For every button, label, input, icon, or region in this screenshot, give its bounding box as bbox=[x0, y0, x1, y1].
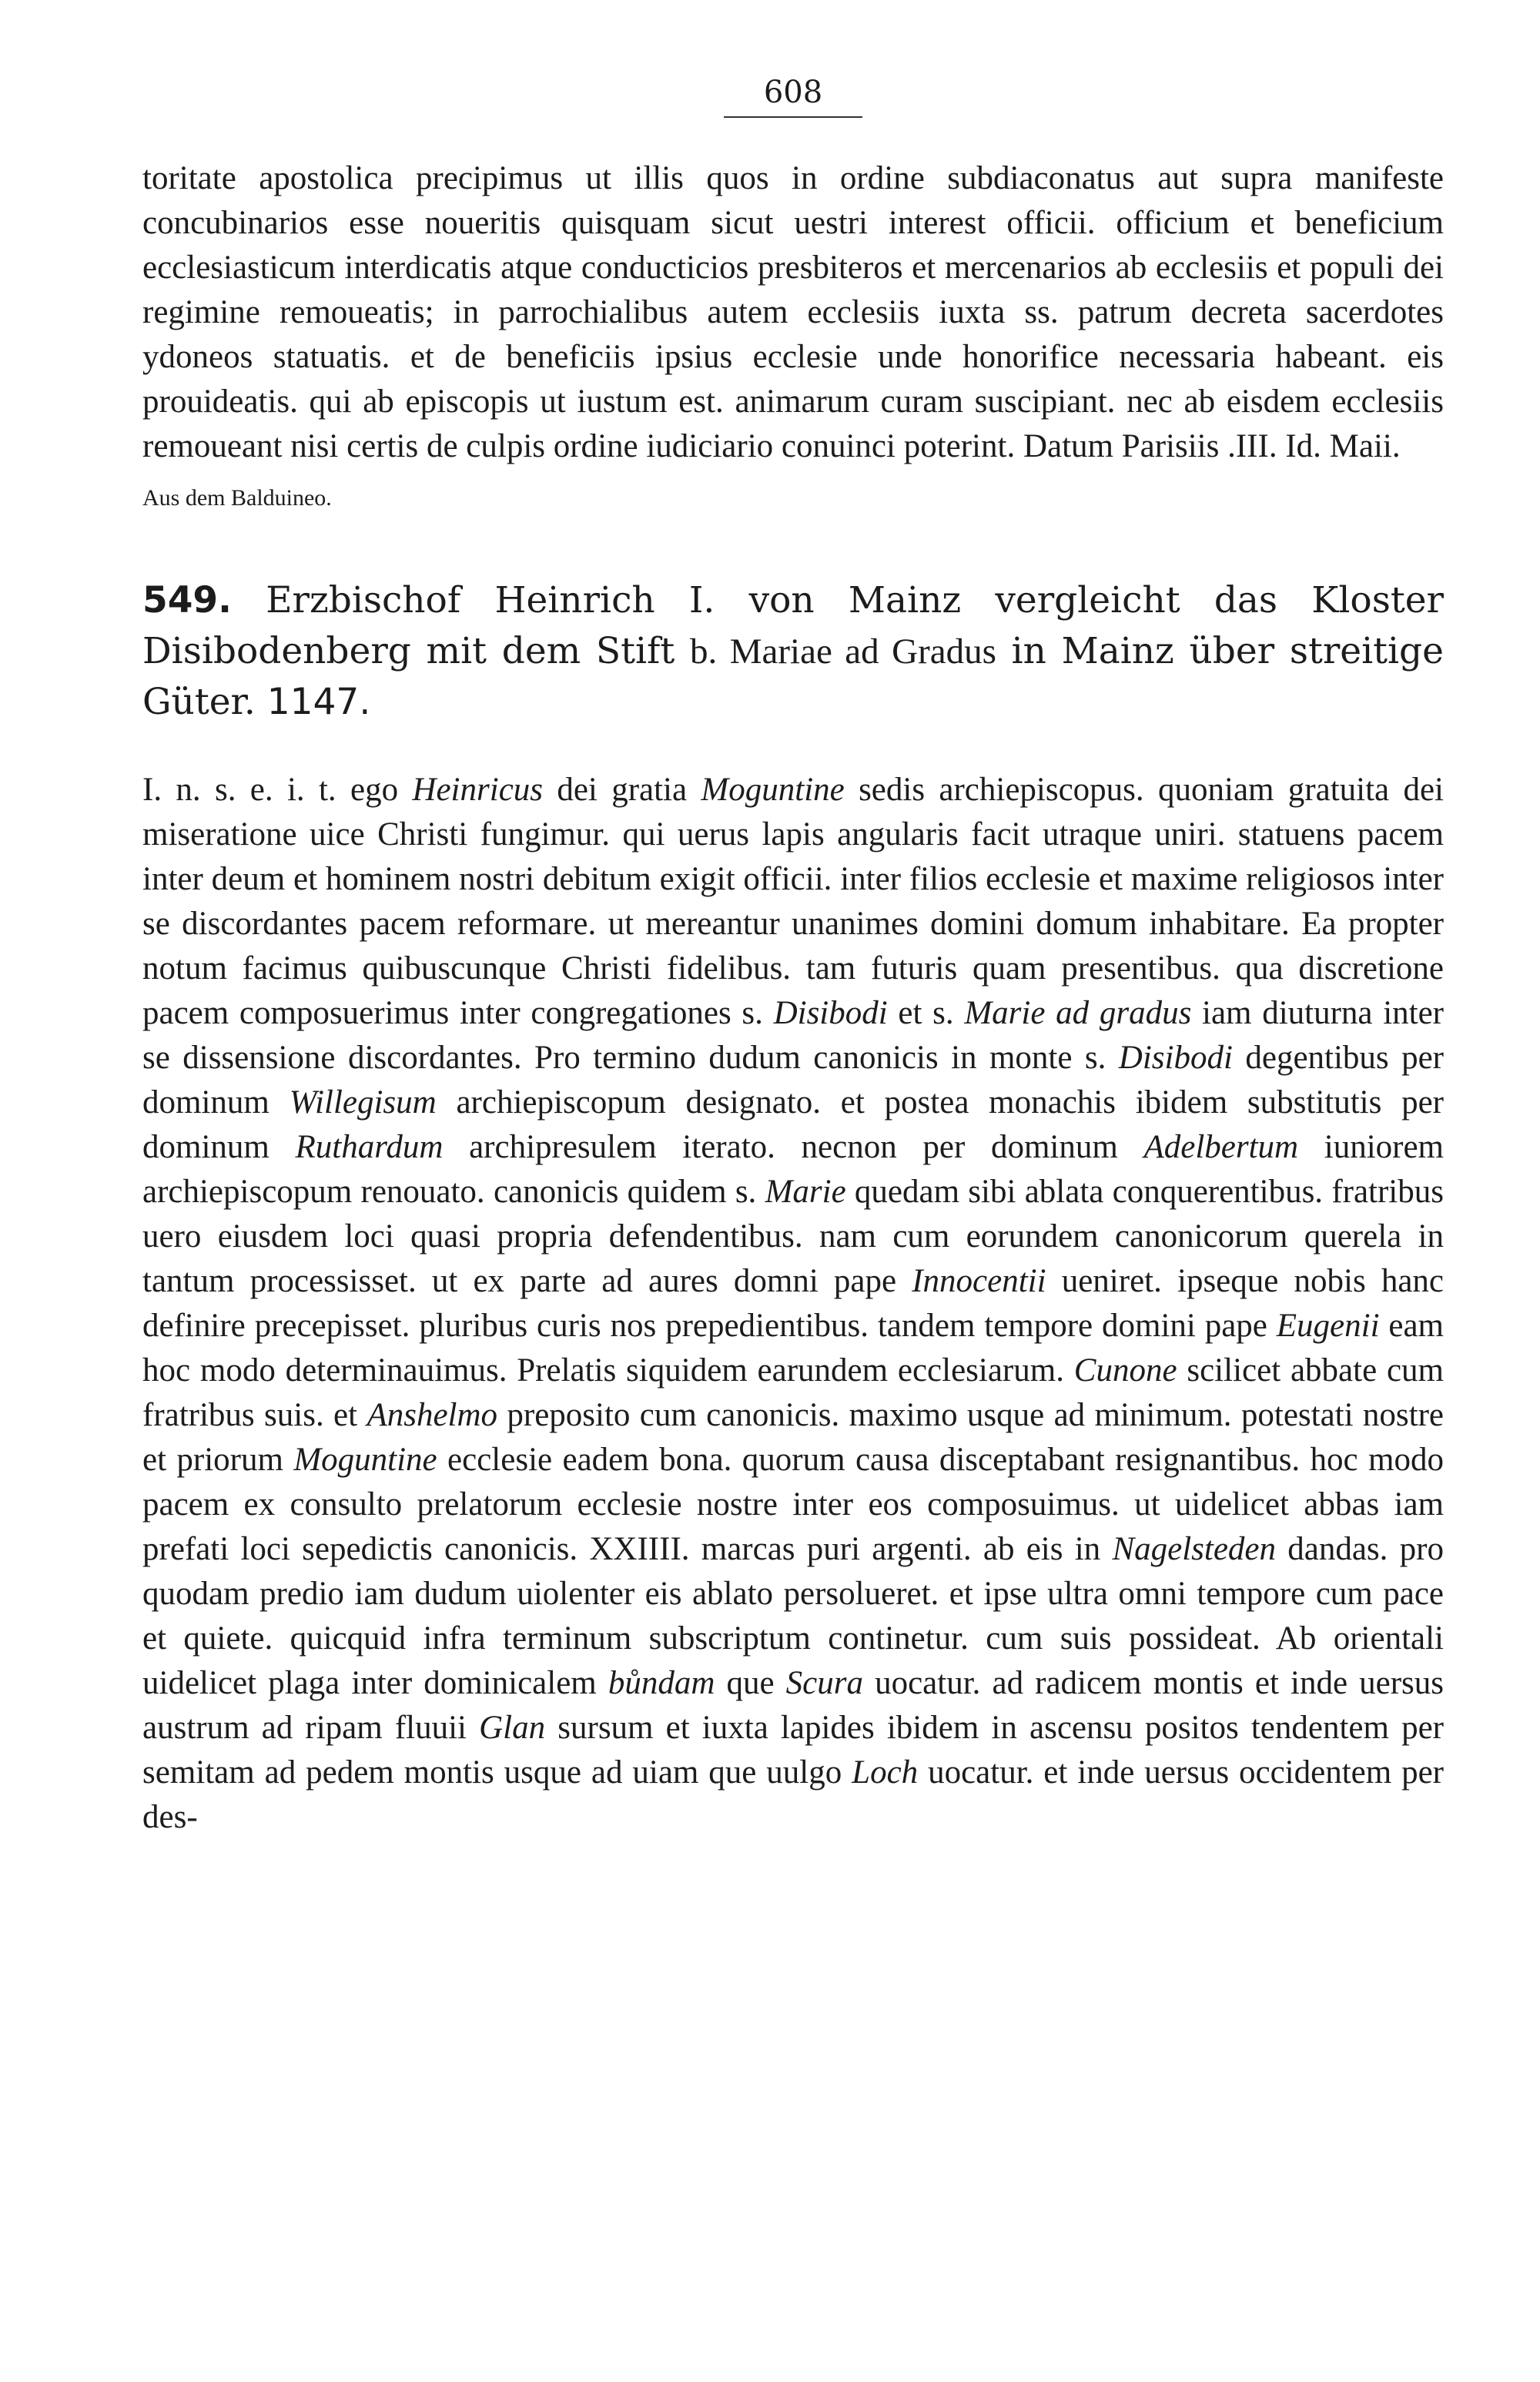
text-segment: uocatur. ad radicem montis et inde uersus austrum ad ripam fluuii bbox=[142, 1665, 1444, 1746]
text-segment: ecclesie eadem bona. quorum causa disceptabant resignantibus. hoc modo pacem ex consulto prelatorum ecclesie nostre inter eos composuimus. ut uidelicet abbas iam prefati loci sepedictis canonicis. XXIIII. marcas puri argenti. ab eis in bbox=[142, 1442, 1444, 1567]
text-segment-italic: Moguntine bbox=[701, 772, 845, 808]
document-title-part2: in Mainz über streitige Güter. bbox=[142, 630, 1444, 723]
text-segment-italic: Glan bbox=[479, 1710, 546, 1746]
text-segment: iuniorem archiepiscopum renouato. canonicis quidem s. bbox=[142, 1129, 1445, 1210]
page-number: 608 bbox=[724, 73, 862, 118]
text-segment-italic: Cunone bbox=[1073, 1352, 1177, 1389]
text-segment: eam hoc modo determinauimus. Prelatis siquidem earundem ecclesiarum. bbox=[142, 1308, 1444, 1389]
document-page bbox=[142, 73, 1444, 1840]
text-segment: sedis archiepiscopus. quoniam gratuita dei miseratione uice Christi fungimur. qui uerus lapis angularis facit utraque uniri. statuens pacem inter deum et hominem nostri debitum exigit officii. inter filios ecclesie et maxime religiosos inter se discordantes pacem reformare. ut mereantur unanimes domini domum inhabitare. Ea propter notum facimus quibuscunque Christi fidelibus. tam futuris quam presentibus. qua discretione pacem composuerimus inter congregationes s. bbox=[142, 772, 1444, 1031]
text-segment-italic: bůndam bbox=[608, 1665, 715, 1701]
text-segment-italic: Nagelsteden bbox=[1112, 1531, 1277, 1567]
document-number: 549. bbox=[142, 579, 232, 621]
source-note bbox=[142, 483, 1444, 514]
text-segment: archipresulem iterato. necnon per dominum bbox=[443, 1129, 1144, 1165]
text-segment: iam diuturna inter se dissensione discordantes. Pro termino dudum canonicis in monte s. bbox=[142, 995, 1444, 1076]
text-segment: preposito cum canonicis. maximo usque ad minimum. potestati nostre et priorum bbox=[142, 1397, 1444, 1478]
text-segment-italic: Disibodi bbox=[1118, 1040, 1233, 1076]
paragraph-previous-document: toritate apostolica precipimus ut illis quos in ordine subdiaconatus aut supra manifeste concubinarios esse noueritis quisquam sicut uestri interest officii. officium et beneficium ecclesiasticum interdicatis atque conducticios presbiteros et mercenarios ab ecclesiis et populi dei regimine remoueatis; in parrochialibus autem ecclesiis iuxta ss. patrum decreta sacerdotes ydoneos statuatis. et de beneficiis ipsius ecclesie unde honorifice necessaria habeant. eis prouideatis. qui ab episcopis ut iustum est. animarum curam suscipiant. nec ab eisdem ecclesiis remoueant nisi certis de culpis ordine iudiciario conuinci poterint. Datum Parisiis .III. Id. Maii. bbox=[142, 160, 1444, 464]
text-segment-italic: Eugenii bbox=[1276, 1308, 1380, 1344]
text-segment: I. n. s. e. i. t. ego bbox=[142, 772, 413, 808]
text-segment: degentibus per dominum bbox=[142, 1040, 1444, 1121]
text-segment: dandas. pro quodam predio iam dudum uiolenter eis ablato persolueret. et ipse ultra omni tempore cum pace et quiete. quicquid infra terminum subscriptum continetur. cum suis possideat. Ab orientali uidelicet plaga inter dominicalem bbox=[142, 1531, 1444, 1701]
text-segment-italic: Adelbertum bbox=[1143, 1129, 1299, 1165]
document-title-latin: b. Mariae ad Gradus bbox=[689, 632, 996, 672]
text-segment: et s. bbox=[887, 995, 965, 1031]
source-note-prefix: Aus dem bbox=[142, 485, 226, 511]
text-segment-italic: Moguntine bbox=[293, 1442, 437, 1478]
text-segment: archiepiscopum designato. et postea monachis ibidem substitutis per dominum bbox=[142, 1084, 1445, 1165]
document-title-part1: Erzbischof Heinrich I. von Mainz vergleicht das Kloster Disibodenberg mit dem Stift bbox=[142, 579, 1444, 672]
text-segment-italic: Ruthardum bbox=[295, 1129, 444, 1165]
source-note-source: Balduineo. bbox=[231, 485, 332, 511]
text-segment: dei gratia bbox=[543, 772, 701, 808]
text-segment-italic: Innocentii bbox=[912, 1263, 1046, 1299]
text-segment-italic: Heinricus bbox=[412, 772, 544, 808]
text-segment: ueniret. ipseque nobis hanc definire precepisset. pluribus curis nos prepedientibus. tandem tempore domini pape bbox=[142, 1263, 1444, 1344]
text-segment: que bbox=[715, 1665, 786, 1701]
text-segment-italic: Willegisum bbox=[289, 1084, 437, 1121]
text-segment: scilicet abbate cum fratribus suis. et bbox=[142, 1352, 1445, 1433]
text-segment-italic: Scura bbox=[785, 1665, 863, 1701]
text-segment-italic: Marie ad gradus bbox=[964, 995, 1192, 1031]
text-segment-italic: Anshelmo bbox=[367, 1397, 498, 1433]
text-segment: sursum et iuxta lapides ibidem in ascensu positos tendentem per semitam ad pedem montis usque ad uiam que uulgo bbox=[142, 1710, 1444, 1791]
document-heading bbox=[142, 575, 1444, 728]
text-segment: uocatur. et inde uersus occidentem per des- bbox=[142, 1754, 1445, 1835]
text-segment-italic: Marie bbox=[765, 1174, 846, 1210]
text-segment-italic: Loch bbox=[852, 1754, 919, 1791]
text-segment-italic: Disibodi bbox=[773, 995, 888, 1031]
paragraph-document-text bbox=[142, 768, 1444, 1840]
document-year: 1147. bbox=[266, 681, 371, 723]
text-segment: quedam sibi ablata conquerentibus. fratribus uero eiusdem loci quasi propria defendentibus. nam cum eorundem canonicorum querela in tantum processisset. ut ex parte ad aures domni pape bbox=[142, 1174, 1444, 1299]
